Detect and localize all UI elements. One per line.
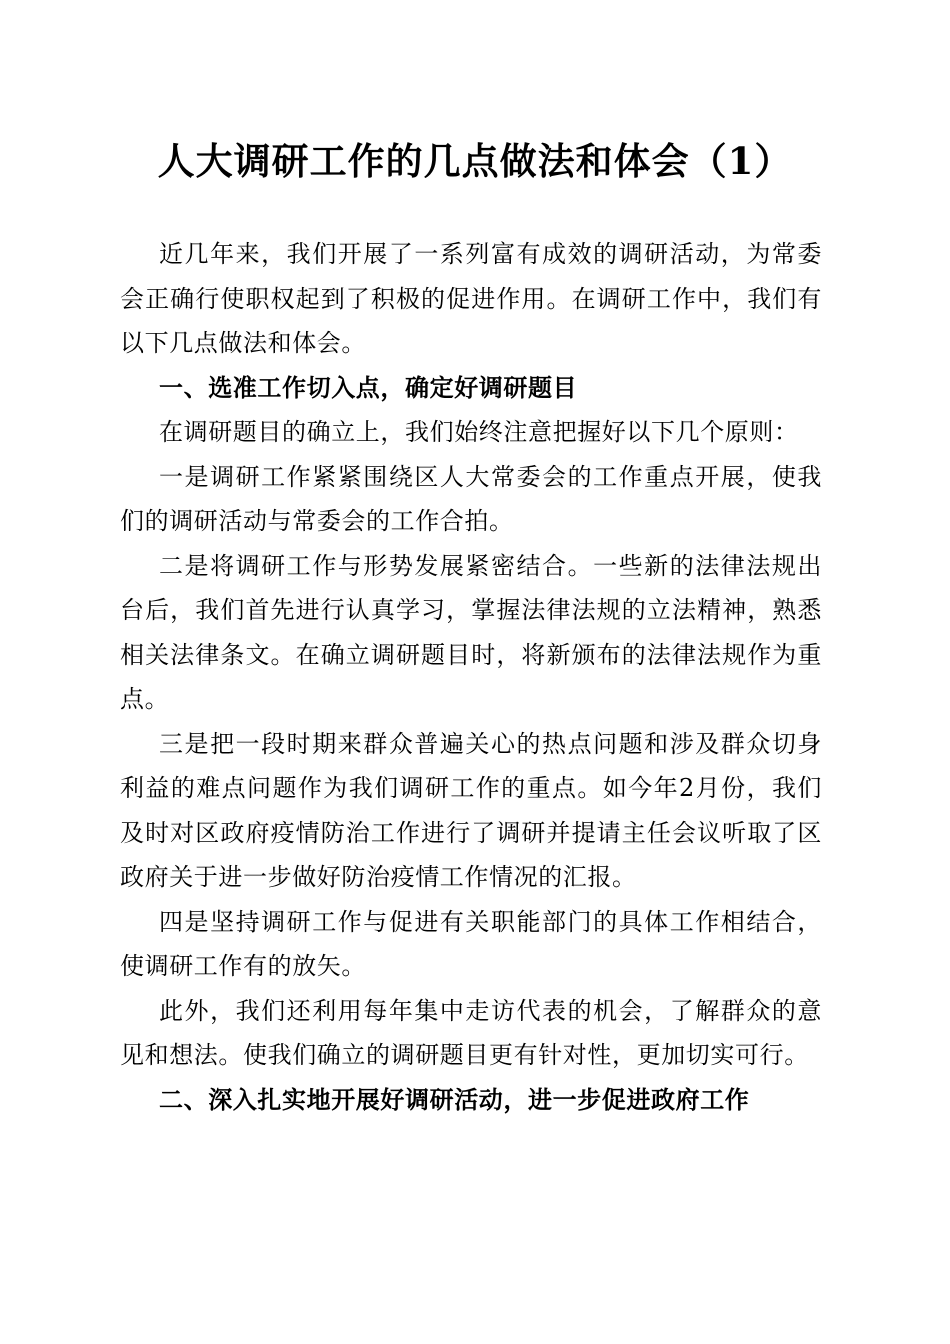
section-1-point-3: 三是把一段时期来群众普遍关心的热点问题和涉及群众切身利益的难点问题作为我们调研工作的重点。如今年2月份，我们及时对区政府疫情防治工作进行了调研并提请主任会议听取了区政府关于进一步做好防治疫情工作情况的汇报。 bbox=[120, 729, 822, 891]
section-1-intro: 在调研题目的确立上，我们始终注意把握好以下几个原则： bbox=[159, 418, 799, 446]
section-1-point-1: 一是调研工作紧紧围绕区人大常委会的工作重点开展，使我们的调研活动与常委会的工作合拍。 bbox=[120, 462, 822, 535]
section-1-extra: 此外，我们还利用每年集中走访代表的机会，了解群众的意见和想法。使我们确立的调研题目更有针对性，更加切实可行。 bbox=[120, 996, 822, 1069]
section-1-heading: 一、选准工作切入点，确定好调研题目 bbox=[159, 373, 578, 402]
section-1-point-2: 二是将调研工作与形势发展紧密结合。一些新的法律法规出台后，我们首先进行认真学习，掌握法律法规的立法精神，熟悉相关法律条文。在确立调研题目时，将新颁布的法律法规作为重点。 bbox=[120, 551, 822, 713]
section-2-heading: 二、深入扎实地开展好调研活动，进一步促进政府工作 bbox=[159, 1085, 750, 1114]
document-title: 人大调研工作的几点做法和体会（1） bbox=[157, 139, 793, 183]
section-1-point-4: 四是坚持调研工作与促进有关职能部门的具体工作相结合，使调研工作有的放矢。 bbox=[120, 907, 822, 980]
document-body bbox=[120, 232, 822, 1122]
intro-paragraph: 近几年来，我们开展了一系列富有成效的调研活动，为常委会正确行使职权起到了积极的促进作用。在调研工作中，我们有以下几点做法和体会。 bbox=[120, 240, 822, 357]
